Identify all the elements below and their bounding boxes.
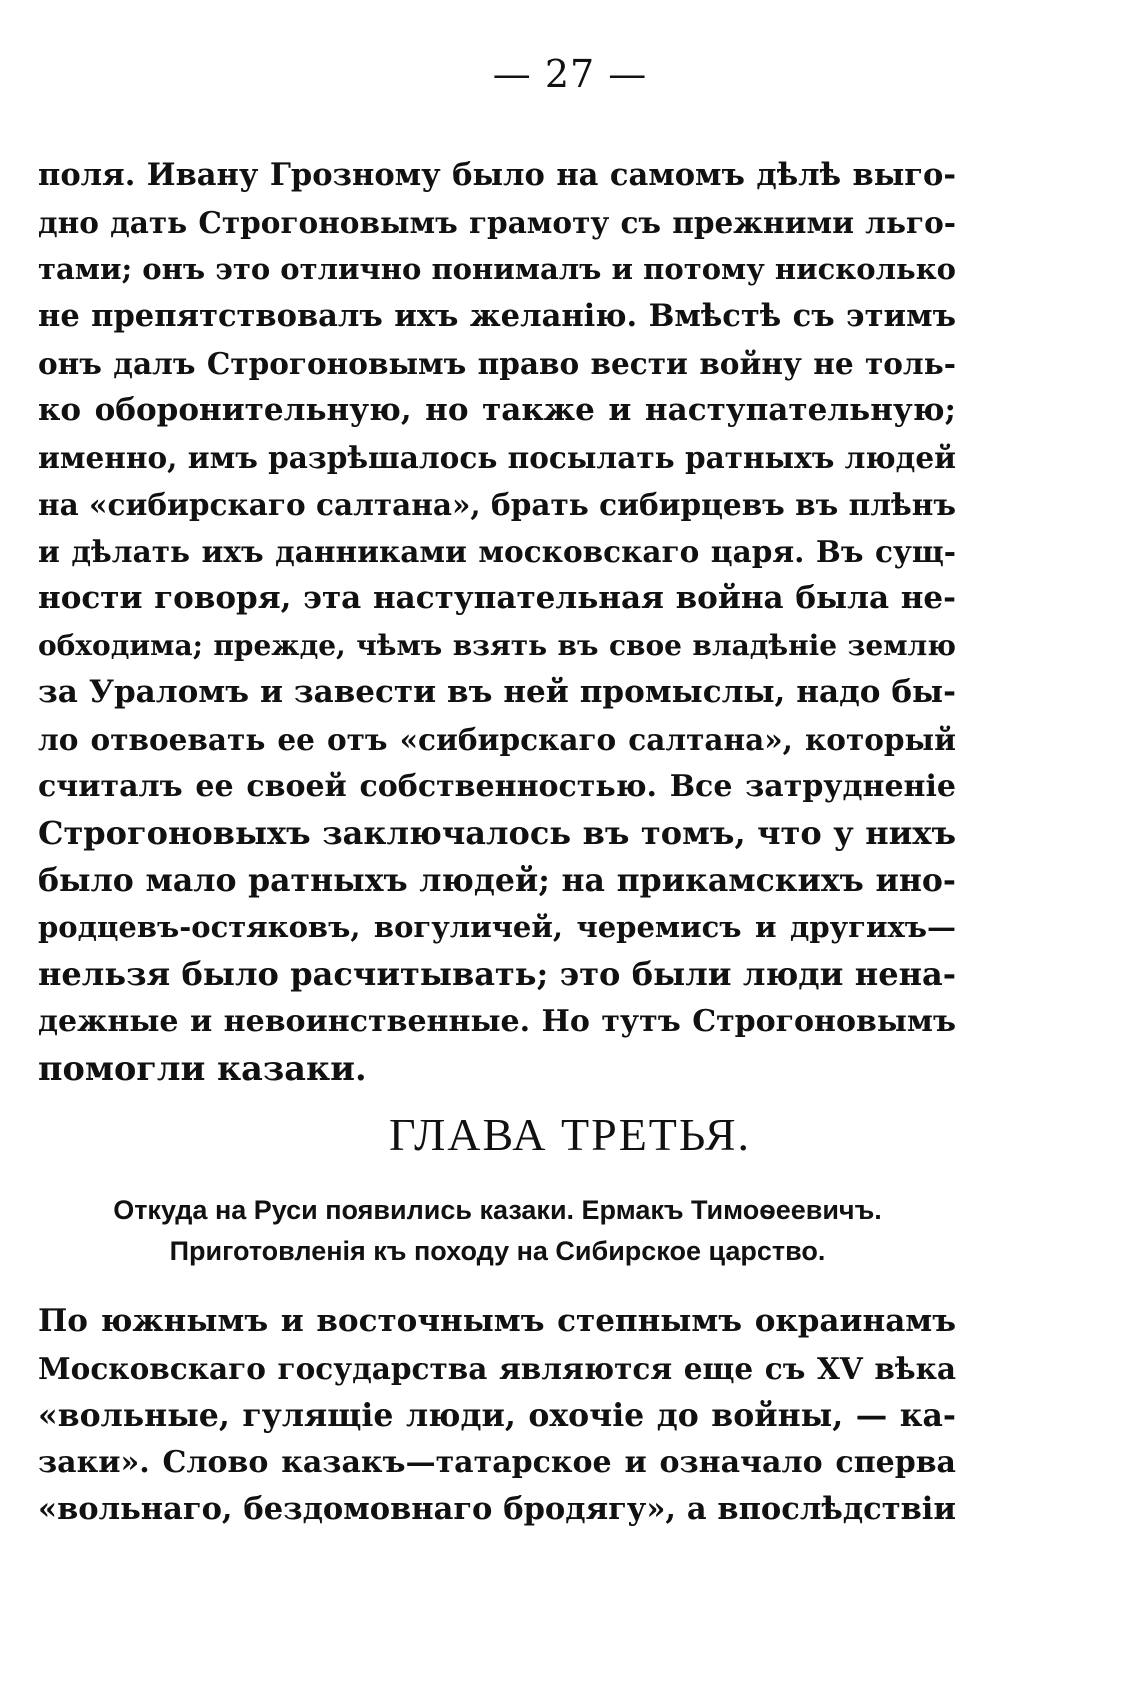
text-line: ности говоря, эта наступательная война была не- (38, 580, 956, 616)
text-line: и дѣлать ихъ данниками московскаго царя. Въ сущ- (38, 534, 956, 569)
chapter-heading: ГЛАВА ТРЕТЬЯ. (388, 1109, 752, 1160)
paragraph-1 (38, 152, 956, 1092)
text-line: родцевъ-остяковъ, вогуличей, черемисъ и другихъ— (38, 910, 956, 944)
text-line: не препятствовалъ ихъ желанію. Вмѣстѣ съ этимъ (38, 298, 956, 334)
text-line: заки». Слово казакъ—татарское и означало сперва (38, 1445, 956, 1480)
text-line: за Ураломъ и завести въ ней промыслы, надо бы- (38, 674, 956, 710)
text-line: «вольнаго, бездомовнаго бродягу», а впослѣдствіи (38, 1491, 956, 1527)
text-line: онъ далъ Строгоновымъ право вести войну не толь- (38, 346, 956, 381)
text-line: помогли казаки. (38, 1049, 367, 1088)
text-line: Строгоновыхъ заключалось въ томъ, что у нихъ (38, 814, 956, 852)
text-line: дно дать Строгоновымъ грамоту съ прежними льго- (38, 205, 956, 240)
text-line: нельзя было расчитывать; это были люди нена- (38, 955, 956, 993)
text-line: «вольные, гулящіе люди, охочіе до войны, — ка- (38, 1397, 956, 1434)
text-line: тами; онъ это отлично понималъ и потому нисколько (38, 252, 956, 286)
paragraph-2 (38, 1298, 956, 1533)
text-line: было мало ратныхъ людей; на прикамскихъ ино- (38, 862, 956, 899)
text-line: на «сибирскаго салтана», брать сибирцевъ въ плѣнъ (38, 487, 956, 522)
text-line: поля. Ивану Грозному было на самомъ дѣлѣ выго- (38, 157, 956, 193)
chapter-subtitle (30, 1190, 965, 1272)
text-line: По южнымъ и восточнымъ степнымъ окраинамъ (38, 1303, 956, 1339)
text-line: обходима; прежде, чѣмъ взять въ свое владѣніе землю (38, 629, 956, 662)
text-line: считалъ ее своей собственностью. Все затрудненіе (38, 769, 956, 804)
page-number: — 27 — (492, 52, 648, 96)
text-line: Московскаго государства являются еще съ XV вѣка (38, 1351, 956, 1386)
subtitle-line: Приготовленія къ походу на Сибирское царство. (169, 1236, 826, 1266)
text-line: ко оборонительную, но также и наступательную; (38, 392, 956, 428)
subtitle-line: Откуда на Руси появились казаки. Ермакъ Тимоѳеевичъ. (113, 1195, 882, 1225)
text-line: именно, имъ разрѣшалось посылать ратныхъ людей (38, 440, 956, 475)
text-line: дежные и невоинственные. Но тутъ Строгоновымъ (38, 1004, 956, 1039)
text-line: ло отвоевать ее отъ «сибирскаго салтана», который (38, 722, 956, 757)
